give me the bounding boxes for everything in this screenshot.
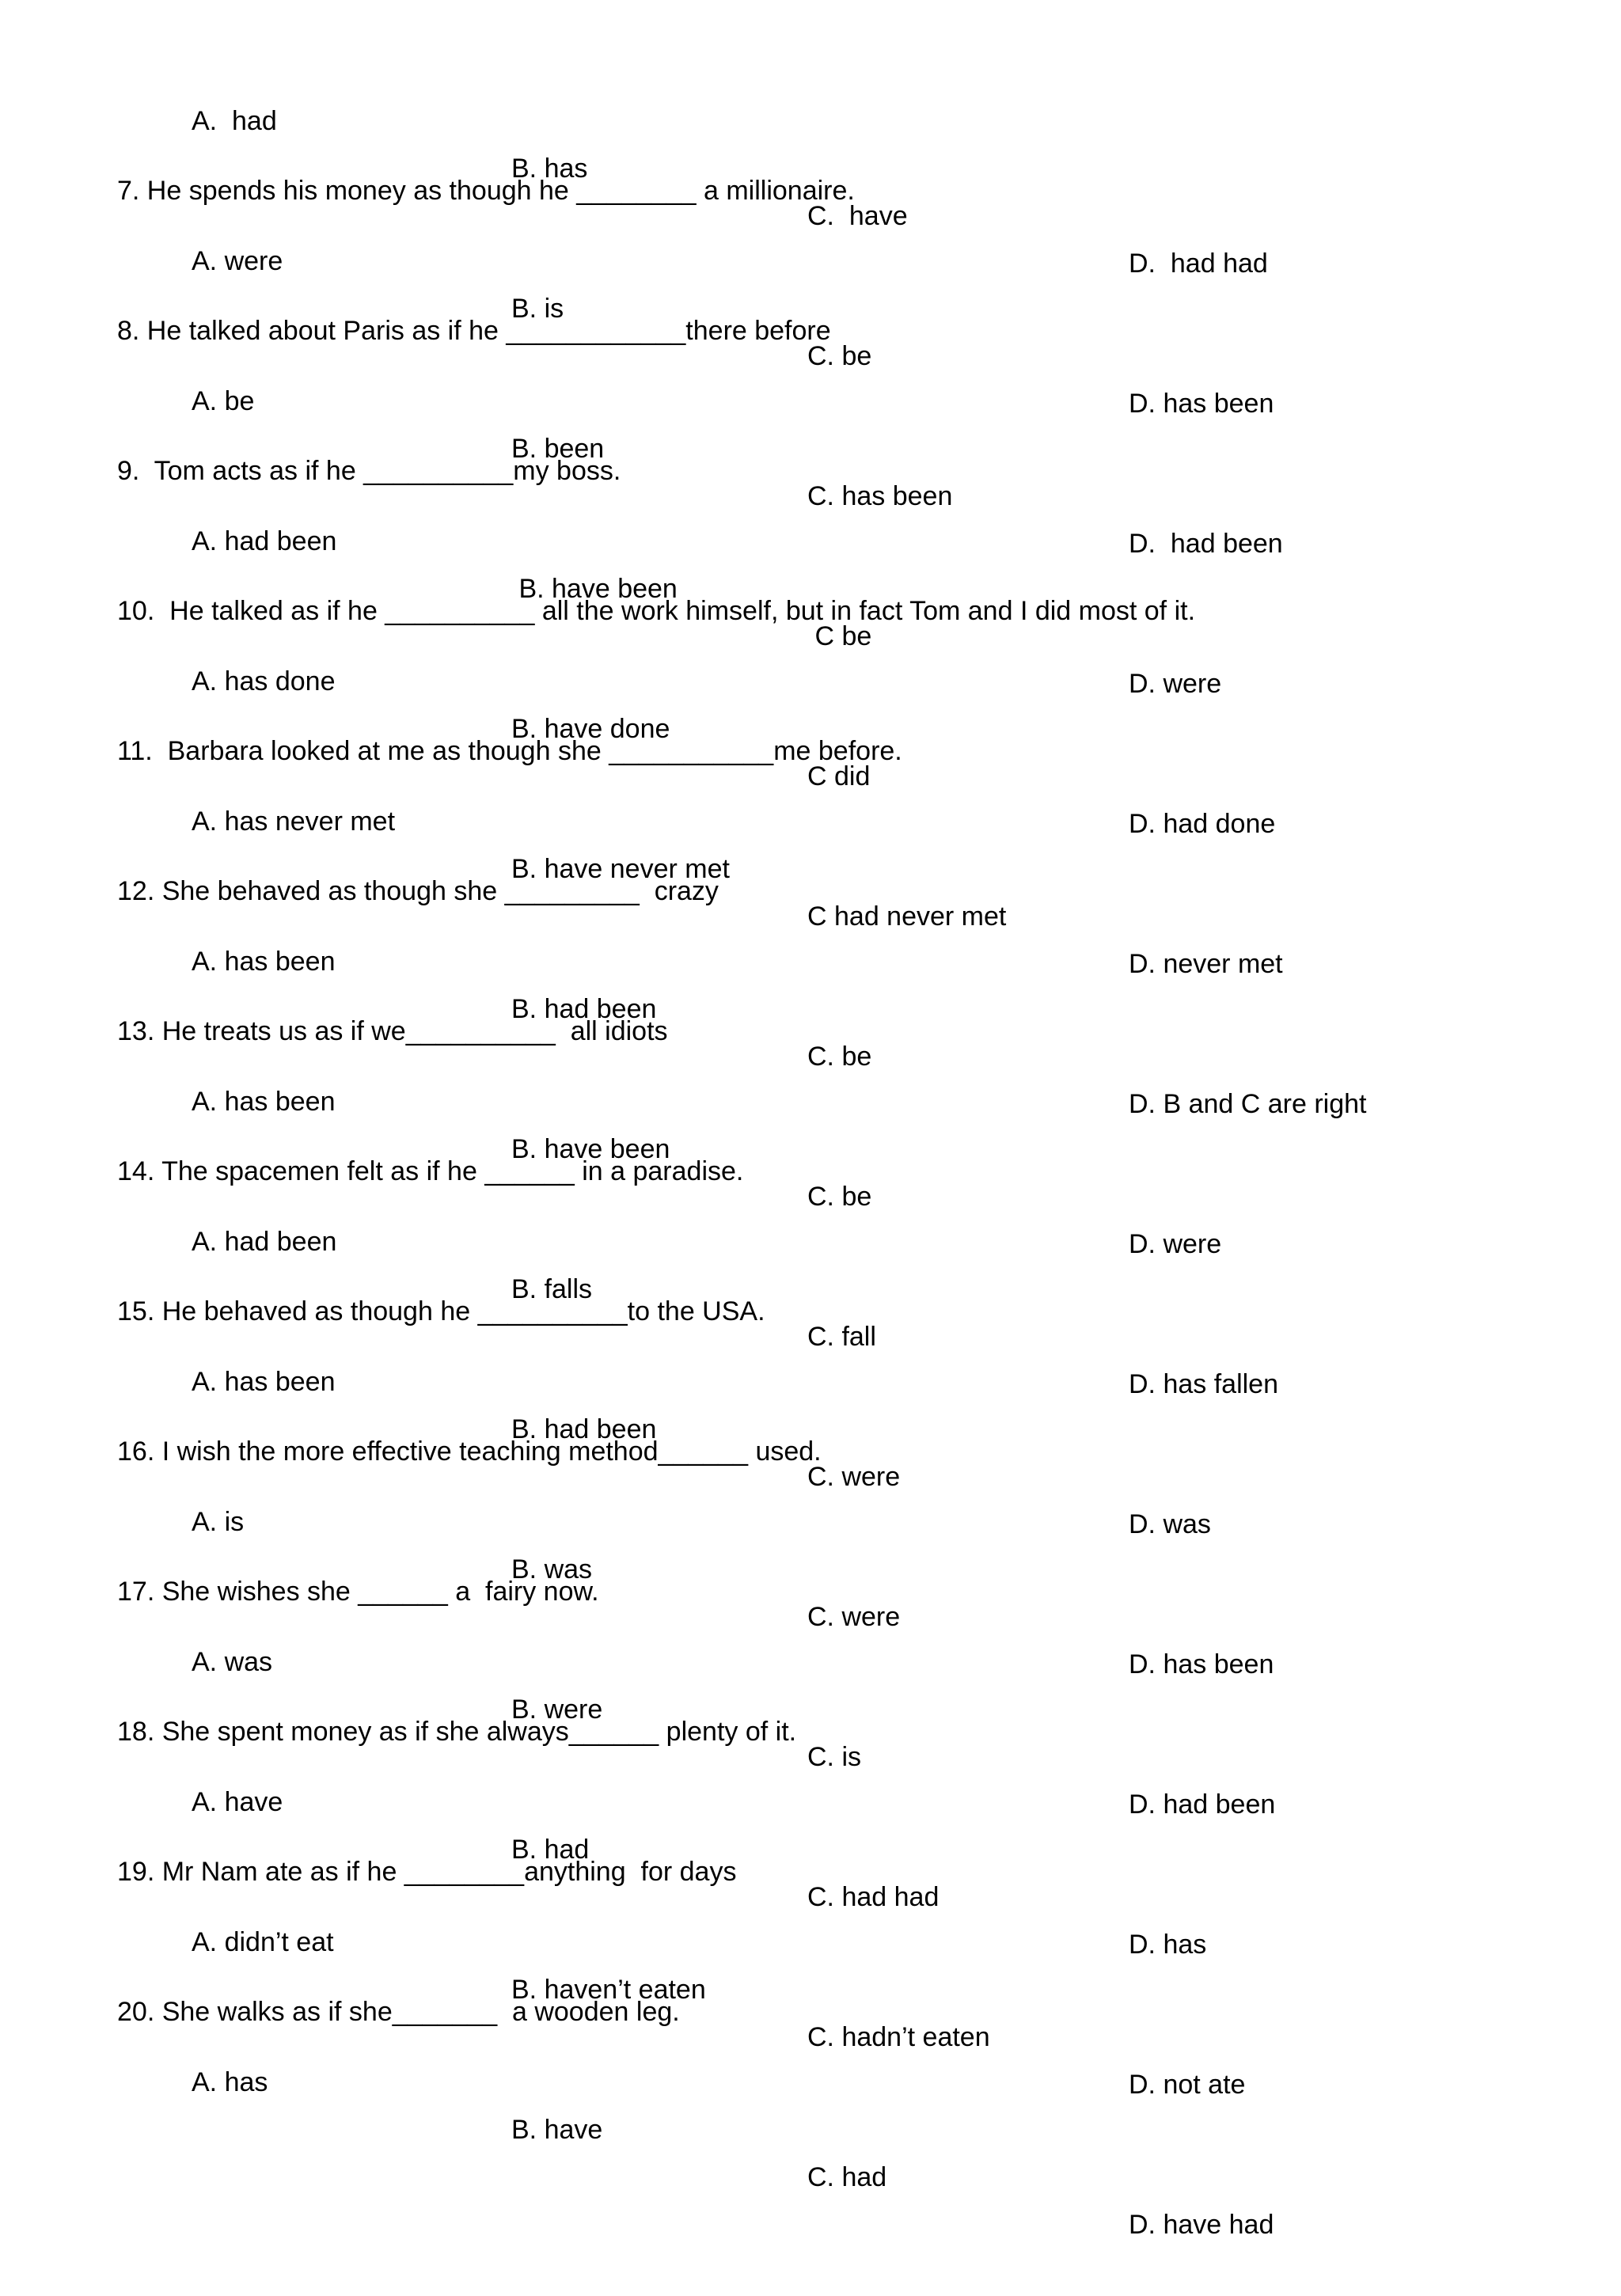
option-c: C. be (807, 1182, 872, 1212)
question-text: 15. He behaved as though he __________to the USA. (117, 1296, 765, 1326)
option-c: C. hadn’t eaten (807, 2022, 990, 2052)
option-b: B. has (511, 154, 588, 184)
option-b: B. falls (511, 1274, 593, 1304)
option-c: C. have (807, 201, 908, 231)
option-d: D. has fallen (1129, 1369, 1278, 1399)
option-a: A. have (192, 1787, 283, 1817)
option-d: D. had been (1129, 529, 1283, 559)
option-b: B. was (511, 1554, 593, 1584)
question-text: 9. Tom acts as if he __________my boss. (117, 456, 621, 486)
option-d: D. has been (1129, 1649, 1274, 1679)
question-text: 8. He talked about Paris as if he ____________there before (117, 316, 831, 346)
question-text: 20. She walks as if she_______ a wooden leg. (117, 1997, 680, 2027)
question-text: 18. She spent money as if she always______ plenty of it. (117, 1717, 797, 1747)
option-c: C. were (807, 1462, 901, 1492)
option-b: B. have done (511, 714, 670, 744)
option-b: B. had been (511, 1414, 657, 1444)
option-c: C did (807, 761, 871, 791)
option-d: D. had done (1129, 809, 1276, 839)
option-a: A. has been (192, 947, 336, 977)
question-text: 17. She wishes she ______ a fairy now. (117, 1577, 599, 1607)
question-text: 14. The spacemen felt as if he ______ in a paradise. (117, 1156, 744, 1186)
option-a: A. has been (192, 1087, 336, 1117)
option-d: D. was (1129, 1509, 1211, 1539)
option-c: C had never met (807, 901, 1007, 932)
option-c: C be (807, 621, 872, 651)
question-text: 10. He talked as if he __________ all the work himself, but in fact Tom and I did most of it. (117, 596, 1196, 626)
option-b: B. have been (511, 1134, 670, 1164)
option-a: A. didn’t eat (192, 1927, 334, 1957)
option-c: C. has been (807, 481, 953, 511)
question-text: 19. Mr Nam ate as if he ________anything for days (117, 1857, 737, 1887)
question-text: 12. She behaved as though she _________ crazy (117, 876, 719, 906)
option-c: C. had (807, 2162, 887, 2192)
option-d: D. were (1129, 669, 1222, 699)
option-c: C. be (807, 341, 872, 371)
option-b: B. have been (511, 574, 678, 604)
option-a: A. had been (192, 1227, 337, 1257)
option-a: A. has (192, 2067, 268, 2097)
option-d: D. B and C are right (1129, 1089, 1367, 1119)
option-b: B. had (511, 1835, 590, 1865)
option-b: B. is (511, 294, 564, 324)
option-d: D. have had (1129, 2210, 1274, 2240)
option-b: B. were (511, 1694, 603, 1725)
question-text: 7. He spends his money as though he ________ a millionaire. (117, 176, 855, 206)
option-c: C. be (807, 1042, 872, 1072)
option-c: C. fall (807, 1322, 876, 1352)
option-a: A. were (192, 246, 283, 276)
option-d: D. not ate (1129, 2070, 1246, 2100)
question-text: 16. I wish the more effective teaching method______ used. (117, 1436, 822, 1467)
option-c: C. is (807, 1742, 861, 1772)
option-c: C. were (807, 1602, 901, 1632)
option-d: D. had had (1129, 249, 1268, 279)
option-d: D. never met (1129, 949, 1283, 979)
option-d: D. has (1129, 1930, 1207, 1960)
question-text: 11. Barbara looked at me as though she ___________me before. (117, 736, 902, 766)
option-a: A. has never met (192, 806, 396, 837)
option-b: B. have (511, 2115, 603, 2145)
option-a: A. has done (192, 666, 336, 696)
question-text: 13. He treats us as if we__________ all idiots (117, 1016, 668, 1046)
option-a: A. was (192, 1647, 273, 1677)
option-a: A. had (192, 106, 277, 136)
option-b: B. been (511, 434, 605, 464)
option-b: B. have never met (511, 854, 730, 884)
option-d: D. has been (1129, 389, 1274, 419)
option-a: A. be (192, 386, 255, 416)
option-b: B. haven’t eaten (511, 1975, 706, 2005)
option-b: B. had been (511, 994, 657, 1024)
option-c: C. had had (807, 1882, 940, 1912)
option-a: A. has been (192, 1367, 336, 1397)
option-a: A. had been (192, 526, 337, 556)
option-d: D. were (1129, 1229, 1222, 1259)
option-d: D. had been (1129, 1789, 1276, 1820)
option-a: A. is (192, 1507, 245, 1537)
